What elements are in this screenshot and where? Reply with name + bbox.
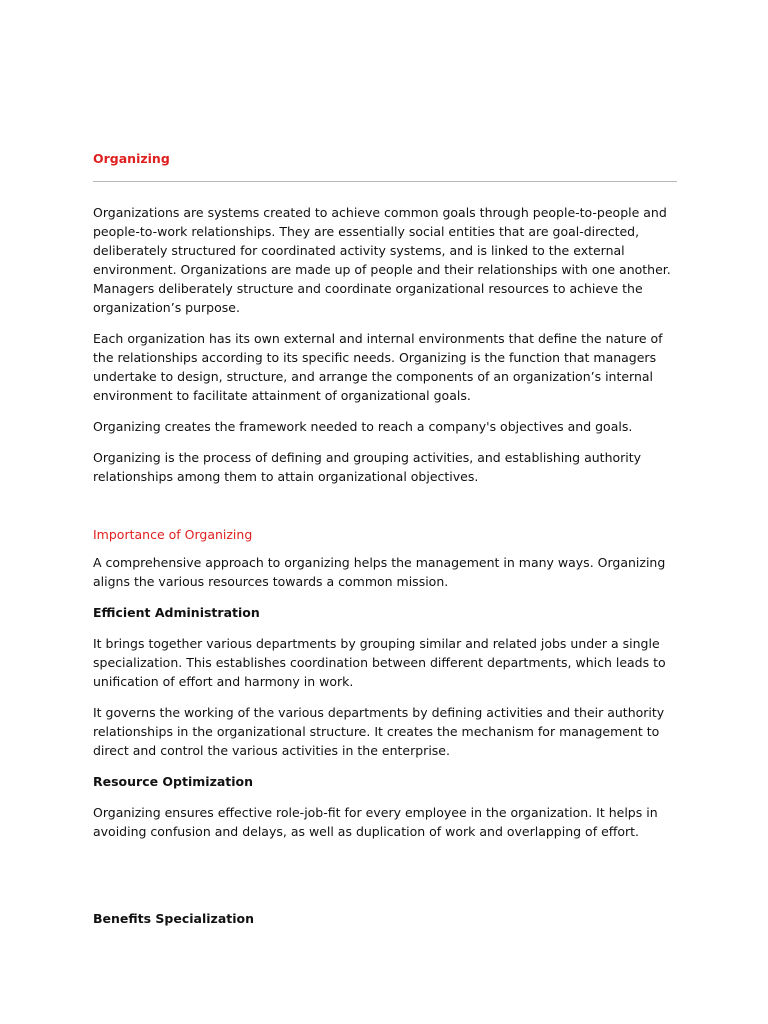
efficient-administration-heading: Efficient Administration [93, 605, 260, 620]
document-title: Organizing [93, 151, 170, 166]
benefits-specialization-heading: Benefits Specialization [93, 911, 254, 926]
resource-optimization-heading: Resource Optimization [93, 774, 254, 789]
resource-optimization-paragraph: Organizing ensures effective role-job-fit for every employee in the organization. It helps in avoiding confusion and delays, as well as duplication of work and overlapping of effort. [93, 805, 658, 839]
efficient-administration-paragraph-1: It brings together various departments by grouping similar and related jobs under a single specialization. This establishes coordination between different departments, which leads to unification of effort and harmony in work. [93, 636, 666, 689]
intro-paragraph-4: Organizing is the process of defining and grouping activities, and establishing authority relationships among them to attain organizational objectives. [93, 450, 642, 484]
title-divider [93, 181, 677, 182]
intro-paragraph-2: Each organization has its own external and internal environments that define the nature of the relationships according to its specific needs. Organizing is the function that managers undertake to design, structure, and arrange the components of an organization’s internal environment to facilitate attainment of organizational goals. [93, 331, 663, 403]
intro-paragraph-1: Organizations are systems created to achieve common goals through people-to-people and people-to-work relationships. They are essentially social entities that are goal-directed, deliberately structured for coordinated activity systems, and is linked to the external environment. Organizations are made up of people and their relationships with one another. Managers deliberately structure and coordinate organizational resources to achieve the organization’s purpose. [93, 205, 671, 315]
intro-paragraph-3: Organizing creates the framework needed to reach a company's objectives and goals. [93, 419, 633, 434]
importance-heading: Importance of Organizing [93, 527, 253, 542]
efficient-administration-paragraph-2: It governs the working of the various departments by defining activities and their authority relationships in the organizational structure. It creates the mechanism for management to direct and control the various activities in the enterprise. [93, 705, 665, 758]
importance-intro: A comprehensive approach to organizing helps the management in many ways. Organizing aligns the various resources towards a common mission. [93, 555, 666, 589]
document-content [93, 150, 677, 928]
